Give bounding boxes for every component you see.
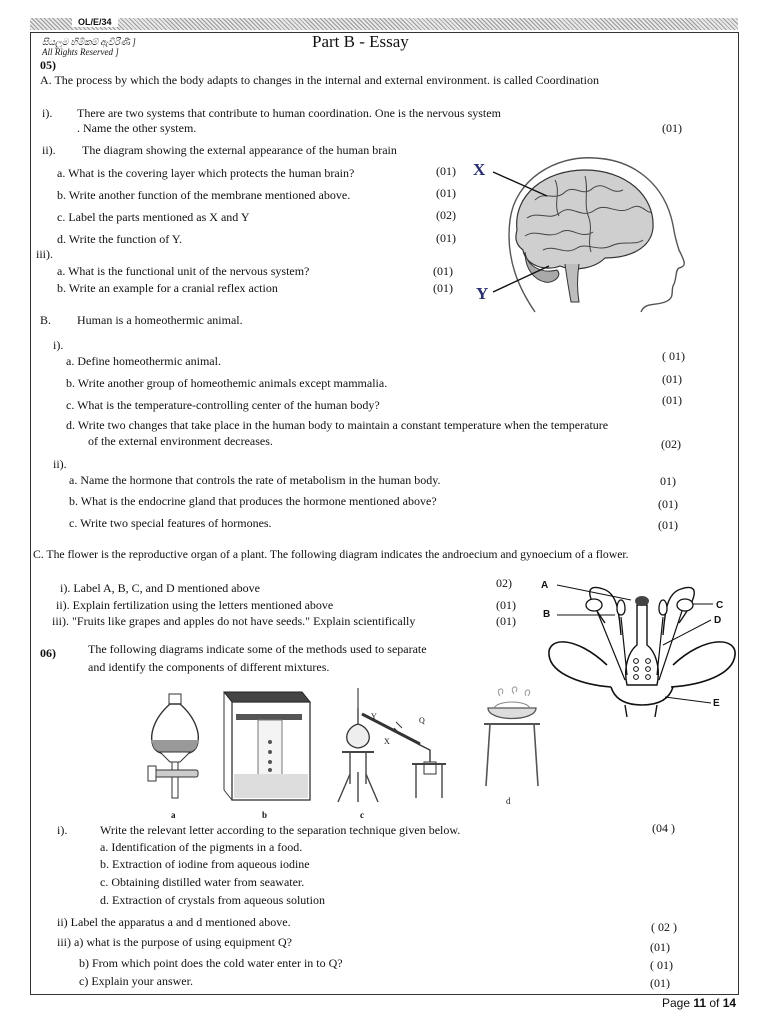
- q05-c-ii: ii). Explain fertilization using the letters mentioned above: [56, 598, 334, 612]
- flower-label-d: D: [714, 615, 722, 626]
- mark: ( 02 ): [651, 920, 677, 934]
- page-prefix: Page: [662, 996, 694, 1010]
- q05-b-ii-c: c. Write two special features of hormones.: [69, 516, 272, 530]
- q06-i-c: c. Obtaining distilled water from seawater.: [100, 875, 305, 889]
- q05-a-i-text2: . Name the other system.: [77, 121, 197, 135]
- q05-a-intro: A. The process by which the body adapts to changes in the internal and external environment. is called Coordination: [40, 73, 599, 87]
- q05-b-i-d2: of the external environment decreases.: [88, 434, 273, 448]
- page-total: 14: [722, 996, 737, 1010]
- mark: (01): [658, 497, 678, 511]
- q05-c-intro: C. The flower is the reproductive organ of a plant. The following diagram indicates the androecium and gynoecium of a flower.: [33, 548, 629, 561]
- bottom-rule: [30, 994, 738, 995]
- apparatus-c-distillation: [330, 684, 450, 808]
- q05-a-i-num: i).: [42, 106, 53, 120]
- q06-ii: ii) Label the apparatus a and d mentioned above.: [57, 915, 291, 929]
- page-number: [662, 996, 736, 1010]
- q05-a-iii-b: b. Write an example for a cranial reflex action: [57, 281, 278, 295]
- q06-i-d: d. Extraction of crystals from aqueous solution: [100, 893, 325, 907]
- q06-intro: The following diagrams indicate some of the methods used to separate: [88, 642, 427, 656]
- apparatus-b-chromatography-tank: [222, 690, 312, 804]
- q06-intro2: and identify the components of different mixtures.: [88, 660, 330, 674]
- q06-iii-b: b) From which point does the cold water enter in to Q?: [79, 956, 343, 970]
- mark: 02): [496, 576, 512, 590]
- page-of: of: [706, 996, 723, 1010]
- q06-iii-c: c) Explain your answer.: [79, 974, 193, 988]
- q05-a-ii-b: b. Write another function of the membrane mentioned above.: [57, 188, 351, 202]
- app-label-y: Y: [371, 712, 377, 721]
- mark: (01): [650, 976, 670, 990]
- mark: (01): [436, 164, 456, 178]
- app-label-c: c: [360, 810, 364, 820]
- brain-diagram: [465, 140, 695, 320]
- paper-code: OL/E/34: [72, 17, 118, 27]
- mark: (02): [661, 437, 681, 451]
- mark: (01): [436, 231, 456, 245]
- q06-i-a: a. Identification of the pigments in a food.: [100, 840, 303, 854]
- mark: (04 ): [652, 821, 675, 835]
- flower-diagram: [545, 575, 740, 720]
- mark: (01): [496, 598, 516, 612]
- mark: (01): [662, 372, 682, 386]
- rights-reserved: All Rights Reserved ]: [42, 47, 119, 57]
- q05-b-i-num: i).: [53, 338, 64, 352]
- page-current: 11: [693, 996, 707, 1010]
- q06-i-num: i).: [57, 823, 68, 837]
- mark: (01): [433, 281, 453, 295]
- q05-a-ii-num: ii).: [42, 143, 56, 157]
- q05-b-i-c: c. What is the temperature-controlling center of the human body?: [66, 398, 380, 412]
- mark: (01): [662, 121, 682, 135]
- q05-b-intro: Human is a homeothermic animal.: [77, 313, 243, 327]
- app-label-q: Q: [419, 716, 425, 725]
- label-x: X: [473, 160, 486, 179]
- app-label-a: a: [171, 810, 176, 820]
- app-label-x: X: [384, 737, 390, 746]
- mark: (01): [436, 186, 456, 200]
- q05-a-ii-a: a. What is the covering layer which protects the human brain?: [57, 166, 355, 180]
- q05-b-i-d: d. Write two changes that take place in the human body to maintain a constant temperature when the temperature: [66, 418, 609, 432]
- q05-b-i-a: a. Define homeothermic animal.: [66, 354, 221, 368]
- q05-a-ii-c: c. Label the parts mentioned as X and Y: [57, 210, 250, 224]
- q05-a-ii-d: d. Write the function of Y.: [57, 232, 182, 246]
- mark: (01): [662, 393, 682, 407]
- q05-a-iii-a: a. What is the functional unit of the nervous system?: [57, 264, 310, 278]
- q05-b-ii-b: b. What is the endocrine gland that produces the hormone mentioned above?: [69, 494, 437, 508]
- flower-label-c: C: [716, 600, 724, 611]
- label-y: Y: [476, 284, 489, 303]
- q05-b-label: B.: [40, 313, 52, 327]
- flower-label-b: B: [543, 609, 551, 620]
- mark: (01): [650, 940, 670, 954]
- q05-b-ii-num: ii).: [53, 457, 67, 471]
- mark: ( 01): [650, 958, 673, 972]
- mark: (02): [436, 208, 456, 222]
- mark: (01): [433, 264, 453, 278]
- q05-a-i-text: There are two systems that contribute to human coordination. One is the nervous system: [77, 106, 501, 120]
- q05-b-ii-a: a. Name the hormone that controls the rate of metabolism in the human body.: [69, 473, 441, 487]
- flower-label-e: E: [713, 698, 720, 709]
- app-label-b: b: [262, 810, 268, 820]
- q06-i-b: b. Extraction of iodine from aqueous iodine: [100, 857, 310, 871]
- q05-a-iii-num: iii).: [36, 247, 53, 261]
- q05-c-iii: iii). "Fruits like grapes and apples do not have seeds." Explain scientifically: [52, 614, 416, 628]
- q06-i-text: Write the relevant letter according to the separation technique given below.: [100, 823, 461, 837]
- mark: (01): [658, 518, 678, 532]
- app-label-d: d: [506, 796, 511, 806]
- question-number-05: 05): [40, 58, 56, 72]
- mark: (01): [496, 614, 516, 628]
- apparatus-d-evaporation: [478, 686, 548, 794]
- mark: 01): [660, 474, 676, 488]
- apparatus-a-separating-funnel: [140, 692, 210, 804]
- rights-sinhala: සියලුම හිමිකම් ඇවිරිණි ]: [42, 37, 136, 47]
- header-bar: [30, 18, 738, 30]
- question-number-06: 06): [40, 646, 56, 660]
- mark: ( 01): [662, 349, 685, 363]
- q05-c-i: i). Label A, B, C, and D mentioned above: [60, 581, 260, 595]
- flower-label-a: A: [541, 580, 549, 591]
- page-title: Part B - Essay: [312, 32, 409, 51]
- q06-iii-a: iii) a) what is the purpose of using equipment Q?: [57, 935, 292, 949]
- q05-a-ii-text: The diagram showing the external appearance of the human brain: [82, 143, 397, 157]
- q05-b-i-b: b. Write another group of homeothemic animals except mammalia.: [66, 376, 388, 390]
